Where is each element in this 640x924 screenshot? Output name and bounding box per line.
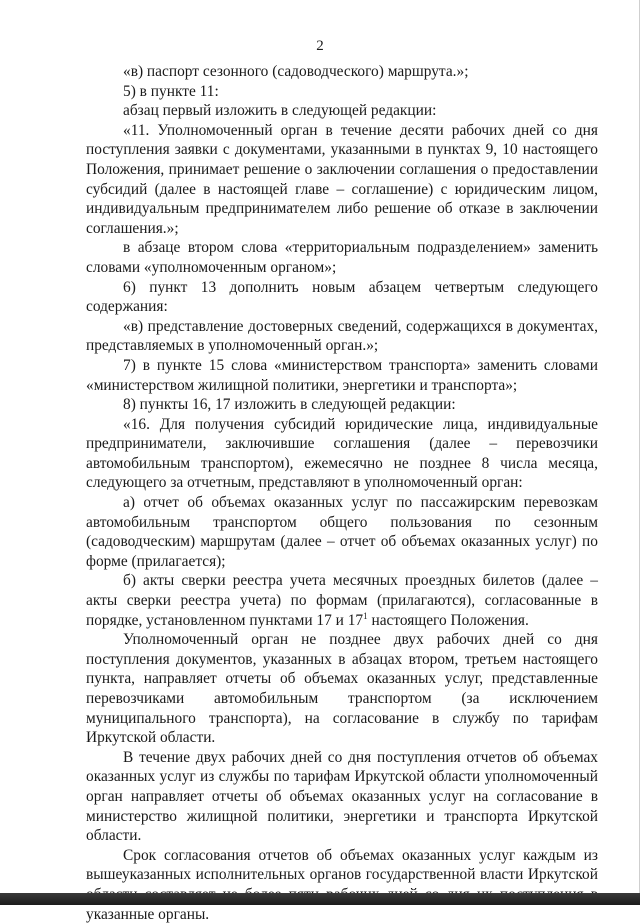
paragraph-passport: «в) паспорт сезонного (садоводческого) маршрута.»;	[123, 63, 469, 80]
paragraph-approval-term: Срок согласования отчетов об объемах оказанных услуг каждым из вышеуказанных исполнительных органов государственной власти Иркутской указанные органы.	[86, 846, 598, 923]
paragraph-second-abzac: в абзаце втором слова «территориальным подразделением» заменить словами «уполномоченным органом»;	[86, 239, 598, 276]
subitem-b-tail: настоящего Положения.	[367, 611, 529, 629]
paragraph-clause-16: «16. Для получения субсидий юридические лица, индивидуальные предприниматели, заключившие соглашения (далее – перевозчики автомобильным транспортом), ежемесячно не позднее 8 числа месяца, следующего за отчетным, представляют в уполномоченный орган:	[86, 415, 598, 492]
paragraph-subitem-a: а) отчет об объемах оказанных услуг по пассажирским перевозкам автомобильным транспортом общего пользования по сезонным (садоводческим) маршрутам (далее – отчет об объемах оказанных услуг) по форме (прилагается);	[86, 494, 598, 570]
paragraph-item-7: 7) в пункте 15 слова «министерством транспорта» заменить словами «министерством жилищной политики, энергетики и транспорта»;	[86, 356, 598, 394]
paragraph-item-6: 6) пункт 13 дополнить новым абзацем четвертым следующего содержания:	[86, 278, 598, 316]
paragraph-authority-sends: Уполномоченный орган не позднее двух рабочих дней со дня поступления документов, указанных в абзацах втором, третьем настоящего пункта, направляет отчеты об объемах оказанных услуг, представленные перевозчиками автомобильным транспортом (за исключением муниципального транспорта), на согласование в службу по тарифам Иркутской области.	[86, 631, 598, 747]
paragraph-first-abzac: абзац первый изложить в следующей редакции:	[123, 102, 437, 120]
paragraph-item-8: 8) пункты 16, 17 изложить в следующей редакции:	[123, 396, 456, 414]
paragraph-two-days: В течение двух рабочих дней со дня поступления отчетов об объемах оказанных услуг из службы по тарифам Иркутской области уполномоченный орган направляет отчеты об объемах оказанных услуг на согласование в министерство жилищной политики, энергетики и транспорта Иркутской области.	[86, 748, 598, 845]
paragraph-clause-11: «11. Уполномоченный орган в течение десяти рабочих дней со дня поступления заявки с документами, указанными в пунктах 9, 10 настоящего Положения, принимает решение о заключении соглашения о предоставлении субсидий (далее в настоящей главе – соглашение) с юридическим лицом, индивидуальным предпринимателем либо решение об отказе в заключении соглашения.»;	[86, 121, 598, 237]
subitem-b-text: б) акты сверки реестра учета месячных проездных билетов (далее – акты сверки реестра учета) по формам (прилагаются), согласованные в порядке, установленном пунктами 17 и 17	[86, 572, 598, 629]
document-body	[86, 62, 598, 924]
page-number: 2	[316, 38, 324, 54]
scan-bottom-edge	[0, 893, 640, 905]
paragraph-item-5: 5) в пункте 11:	[123, 82, 219, 100]
superscript-index: 1	[363, 610, 368, 621]
paragraph-subitem-b	[86, 571, 598, 630]
paragraph-clause-v: «в) представление достоверных сведений, содержащихся в документах, представляемых в уполномоченный орган.»;	[86, 317, 598, 355]
